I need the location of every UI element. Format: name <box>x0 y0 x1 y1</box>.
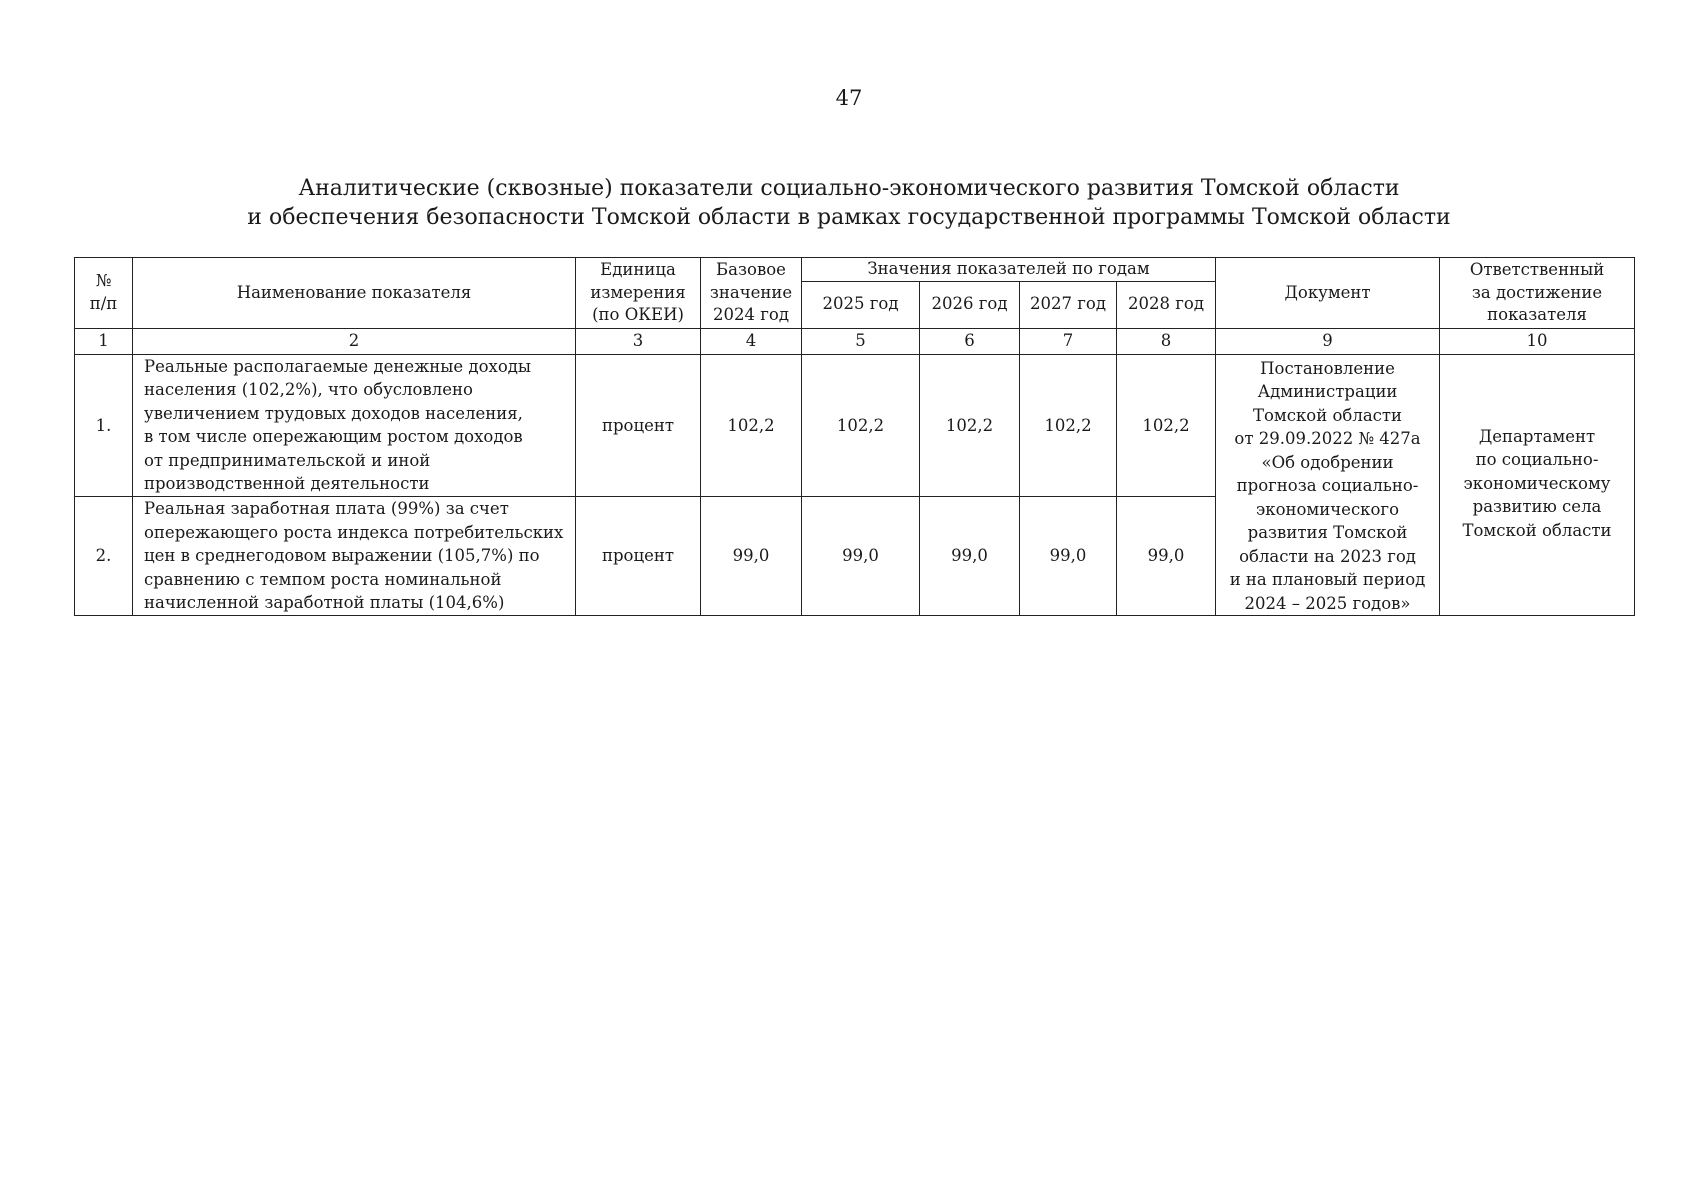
column-number: 2 <box>133 328 576 354</box>
title-line-1: Аналитические (сквозные) показатели социально-экономического развития Томской области <box>298 176 1400 201</box>
indicator-base-value: 102,2 <box>701 354 802 497</box>
header-year-2027: 2027 год <box>1020 281 1117 328</box>
indicator-value-2028: 99,0 <box>1117 497 1216 616</box>
column-number: 5 <box>802 328 920 354</box>
header-unit: Единица измерения (по ОКЕИ) <box>576 258 701 329</box>
column-numbers-row <box>75 328 1635 354</box>
column-number: 8 <box>1117 328 1216 354</box>
header-name: Наименование показателя <box>133 258 576 329</box>
header-responsible: Ответственный за достижение показателя <box>1440 258 1635 329</box>
column-number: 3 <box>576 328 701 354</box>
header-num: № п/п <box>75 258 133 329</box>
header-base-value: Базовое значение 2024 год <box>701 258 802 329</box>
column-number: 1 <box>75 328 133 354</box>
indicator-value-2027: 102,2 <box>1020 354 1117 497</box>
indicator-name: Реальные располагаемые денежные доходы населения (102,2%), что обусловлено увеличением трудовых доходов населения, в том числе опережающим ростом доходов от предпринимательской и иной производственной деятельности <box>133 354 576 497</box>
indicator-name: Реальная заработная плата (99%) за счет опережающего роста индекса потребительских цен в среднегодовом выражении (105,7%) по сравнению с темпом роста номинальной начисленной заработной платы (104,6%) <box>133 497 576 616</box>
indicator-responsible: Департамент по социально- экономическому развитию села Томской области <box>1440 354 1635 616</box>
indicator-document: Постановление Администрации Томской области от 29.09.2022 № 427а «Об одобрении прогноза социально- экономического развития Томской области на 2023 год и на плановый период 2024 – 2025 годов» <box>1216 354 1440 616</box>
indicators-table <box>74 257 1635 616</box>
indicator-base-value: 99,0 <box>701 497 802 616</box>
row-number: 2. <box>75 497 133 616</box>
indicator-value-2027: 99,0 <box>1020 497 1117 616</box>
indicator-value-2026: 102,2 <box>920 354 1020 497</box>
header-year-2026: 2026 год <box>920 281 1020 328</box>
header-year-2025: 2025 год <box>802 281 920 328</box>
header-document: Документ <box>1216 258 1440 329</box>
indicator-unit: процент <box>576 497 701 616</box>
table-row <box>75 354 1635 497</box>
page-number: 47 <box>835 86 863 110</box>
column-number: 9 <box>1216 328 1440 354</box>
header-year-2028: 2028 год <box>1117 281 1216 328</box>
column-number: 10 <box>1440 328 1635 354</box>
header-years-group: Значения показателей по годам <box>802 258 1216 282</box>
row-number: 1. <box>75 354 133 497</box>
indicator-value-2028: 102,2 <box>1117 354 1216 497</box>
indicator-value-2025: 102,2 <box>802 354 920 497</box>
indicator-value-2026: 99,0 <box>920 497 1020 616</box>
column-number: 7 <box>1020 328 1117 354</box>
title-line-2: и обеспечения безопасности Томской области в рамках государственной программы Томской области <box>247 205 1451 230</box>
column-number: 6 <box>920 328 1020 354</box>
indicator-value-2025: 99,0 <box>802 497 920 616</box>
document-title <box>0 174 1698 232</box>
indicator-unit: процент <box>576 354 701 497</box>
column-number: 4 <box>701 328 802 354</box>
header-row-top <box>75 258 1635 282</box>
